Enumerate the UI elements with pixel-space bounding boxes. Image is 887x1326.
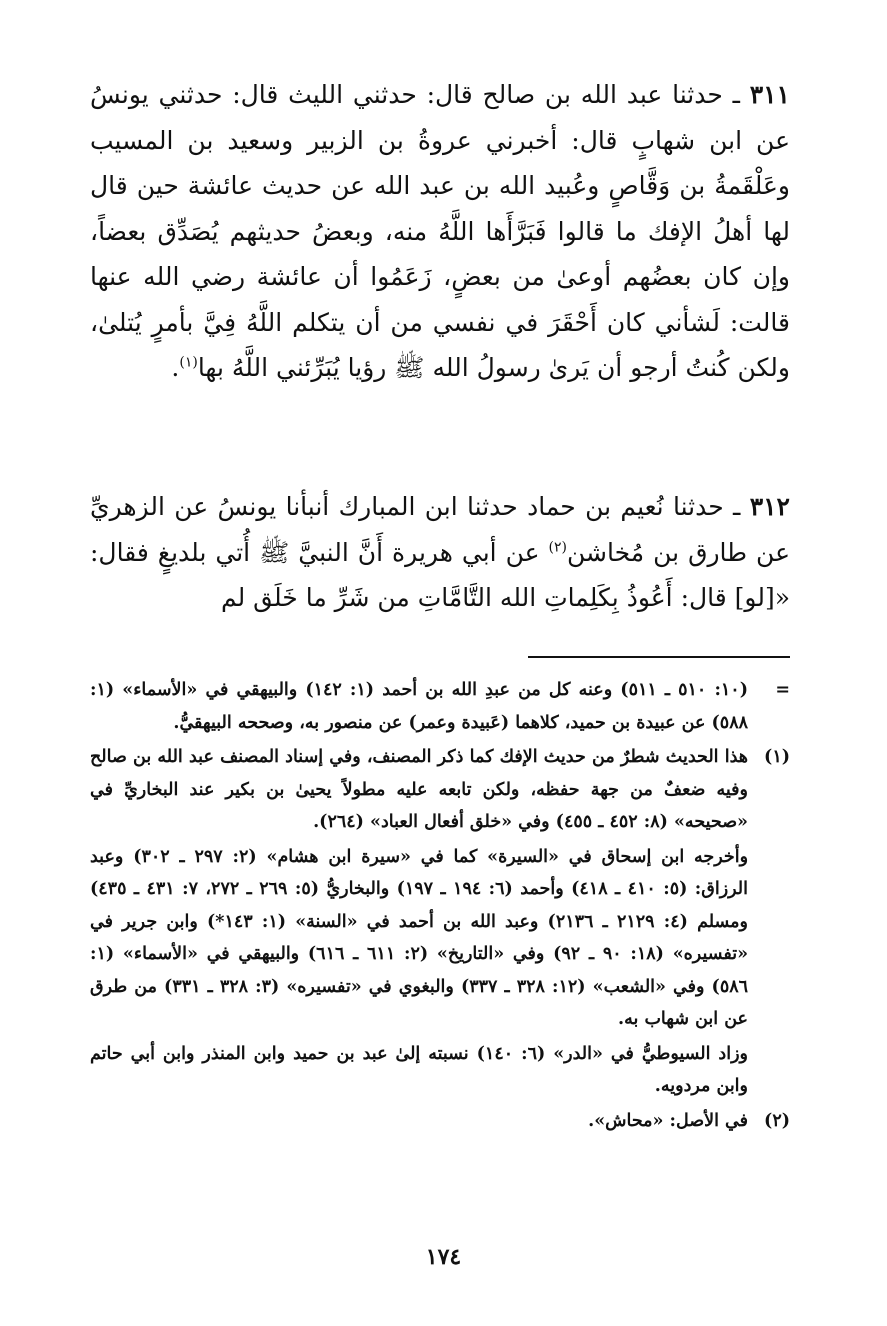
footnote-ref[interactable]: (١): [179, 354, 198, 371]
sentence-end: .: [171, 353, 180, 382]
footnote-text: هذا الحديث شطرٌ من حديث الإفك كما ذكر المصنف، وفي إسناد المصنف عبد الله بن صالح وفيه ضعفٌ من جهة حفظه، ولكن تابعه عليه مطولاً يحيىٰ بن بكير عند البخاريِّ في «صحيحه» (٨: ٤٥٢ ـ ٤٥٥) وفي «خلق أفعال العباد» (٢٦٤).: [90, 747, 748, 832]
page-body: [90, 72, 790, 1302]
footnote: [90, 741, 790, 839]
footnote-separator: [528, 656, 790, 658]
footnote-ref[interactable]: (٢): [548, 539, 567, 556]
footnote-text: (١٠: ٥١٠ ـ ٥١١) وعنه كل من عبدِ الله بن أحمد (١: ١٤٢) والبيهقي في «الأسماء» (١: ٥٨٨) عن عبيدة بن حميد، كلاهما (عَبيدة وعمر) عن منصور به، وصححه البيهقيُّ.: [90, 680, 748, 733]
hadith-text: ـ حدثنا نُعيم بن حماد حدثنا ابن المبارك أنبأنا يونسُ عن الزهريِّ عن طارق بن مُخاشن: [90, 492, 790, 567]
footnote-text: في الأصل: «محاش».: [588, 1110, 748, 1131]
footnote-text: وأخرجه ابن إسحاق في «السيرة» كما في «سيرة ابن هشام» (٢: ٢٩٧ ـ ٣٠٢) وعبد الرزاق: (٥: ٤١٠ ـ ٤١٨) وأحمد (٦: ١٩٤ ـ ١٩٧) والبخاريُّ (٥: ٢٦٩ ـ ٢٧٢، ٧: ٤٣١ ـ ٤٣٥) ومسلم (٤: ٢١٢٩ ـ ٢١٣٦) وعبد الله بن أحمد في «السنة» (١: ١٤٣*) وابن جرير في «تفسيره» (١٨: ٩٠ ـ ٩٢) وفي «التاريخ» (٢: ٦١١ ـ ٦١٦) والبيهقي في «الأسماء» (١: ٥٨٦) وفي «الشعب» (١٢: ٣٢٨ ـ ٣٣٧) والبغوي في «تفسيره» (٣: ٣٢٨ ـ ٣٣١) من طرق عن ابن شهاب به.: [90, 846, 749, 1029]
footnote-mark: (٢): [764, 1110, 790, 1131]
footnote-mark: =: [775, 680, 790, 700]
footnote: [90, 674, 790, 739]
footnote-mark: (١): [764, 747, 790, 767]
hadith-312: [90, 484, 790, 621]
hadith-311: [90, 72, 790, 391]
hadith-number: ٣١١: [749, 80, 790, 109]
hadith-text: ـ حدثنا عبد الله بن صالح قال: حدثني الليث قال: حدثني يونسُ عن ابن شهابٍ قال: أخبرني عروةُ بن الزبير وسعيد بن المسيب وعَلْقَمةُ بن وَقَّاصٍ وعُبيد الله بن عبد الله عن حديث عائشة حين قال لها أهلُ الإفك ما قالوا فَبَرَّأَها اللَّهُ منه، وبعضُ حديثهم يُصَدِّق بعضاً، وإن كان بعضُهم أوعىٰ من بعضٍ، زَعَمُوا أن عائشة رضي الله عنها قالت: لَشأني كان أَحْقَرَ في نفسي من أن يتكلم اللَّهُ فِيَّ بأمرٍ يُتلىٰ، ولكن كُنتُ أرجو أن يَرىٰ رسولُ الله ﷺ رؤيا يُبَرِّئني اللَّهُ بها: [90, 80, 790, 382]
footnote: [90, 1105, 790, 1138]
footnote-text: وزاد السيوطيُّ في «الدر» (٦: ١٤٠) نسبته إلىٰ عبد بن حميد وابن المنذر وابن أبي حاتم وابن مردويه.: [90, 1043, 748, 1096]
footnote: [90, 1038, 790, 1103]
footnotes: [90, 674, 790, 1139]
footnote: [90, 841, 790, 1036]
footnote-mark: [748, 1038, 790, 1103]
page-number: ١٧٤: [425, 1244, 462, 1270]
footnote-mark: [748, 841, 790, 1036]
hadith-number: ٣١٢: [749, 492, 790, 521]
hadith-text-continued: عن أبي هريرة أَنَّ النبيَّ ﷺ أُتي بلديغٍ فقال: «[لو] قال: أَعُوذُ بِكَلِماتِ الله التَّامَّاتِ من شَرِّ ما خَلَق لم: [90, 537, 790, 612]
